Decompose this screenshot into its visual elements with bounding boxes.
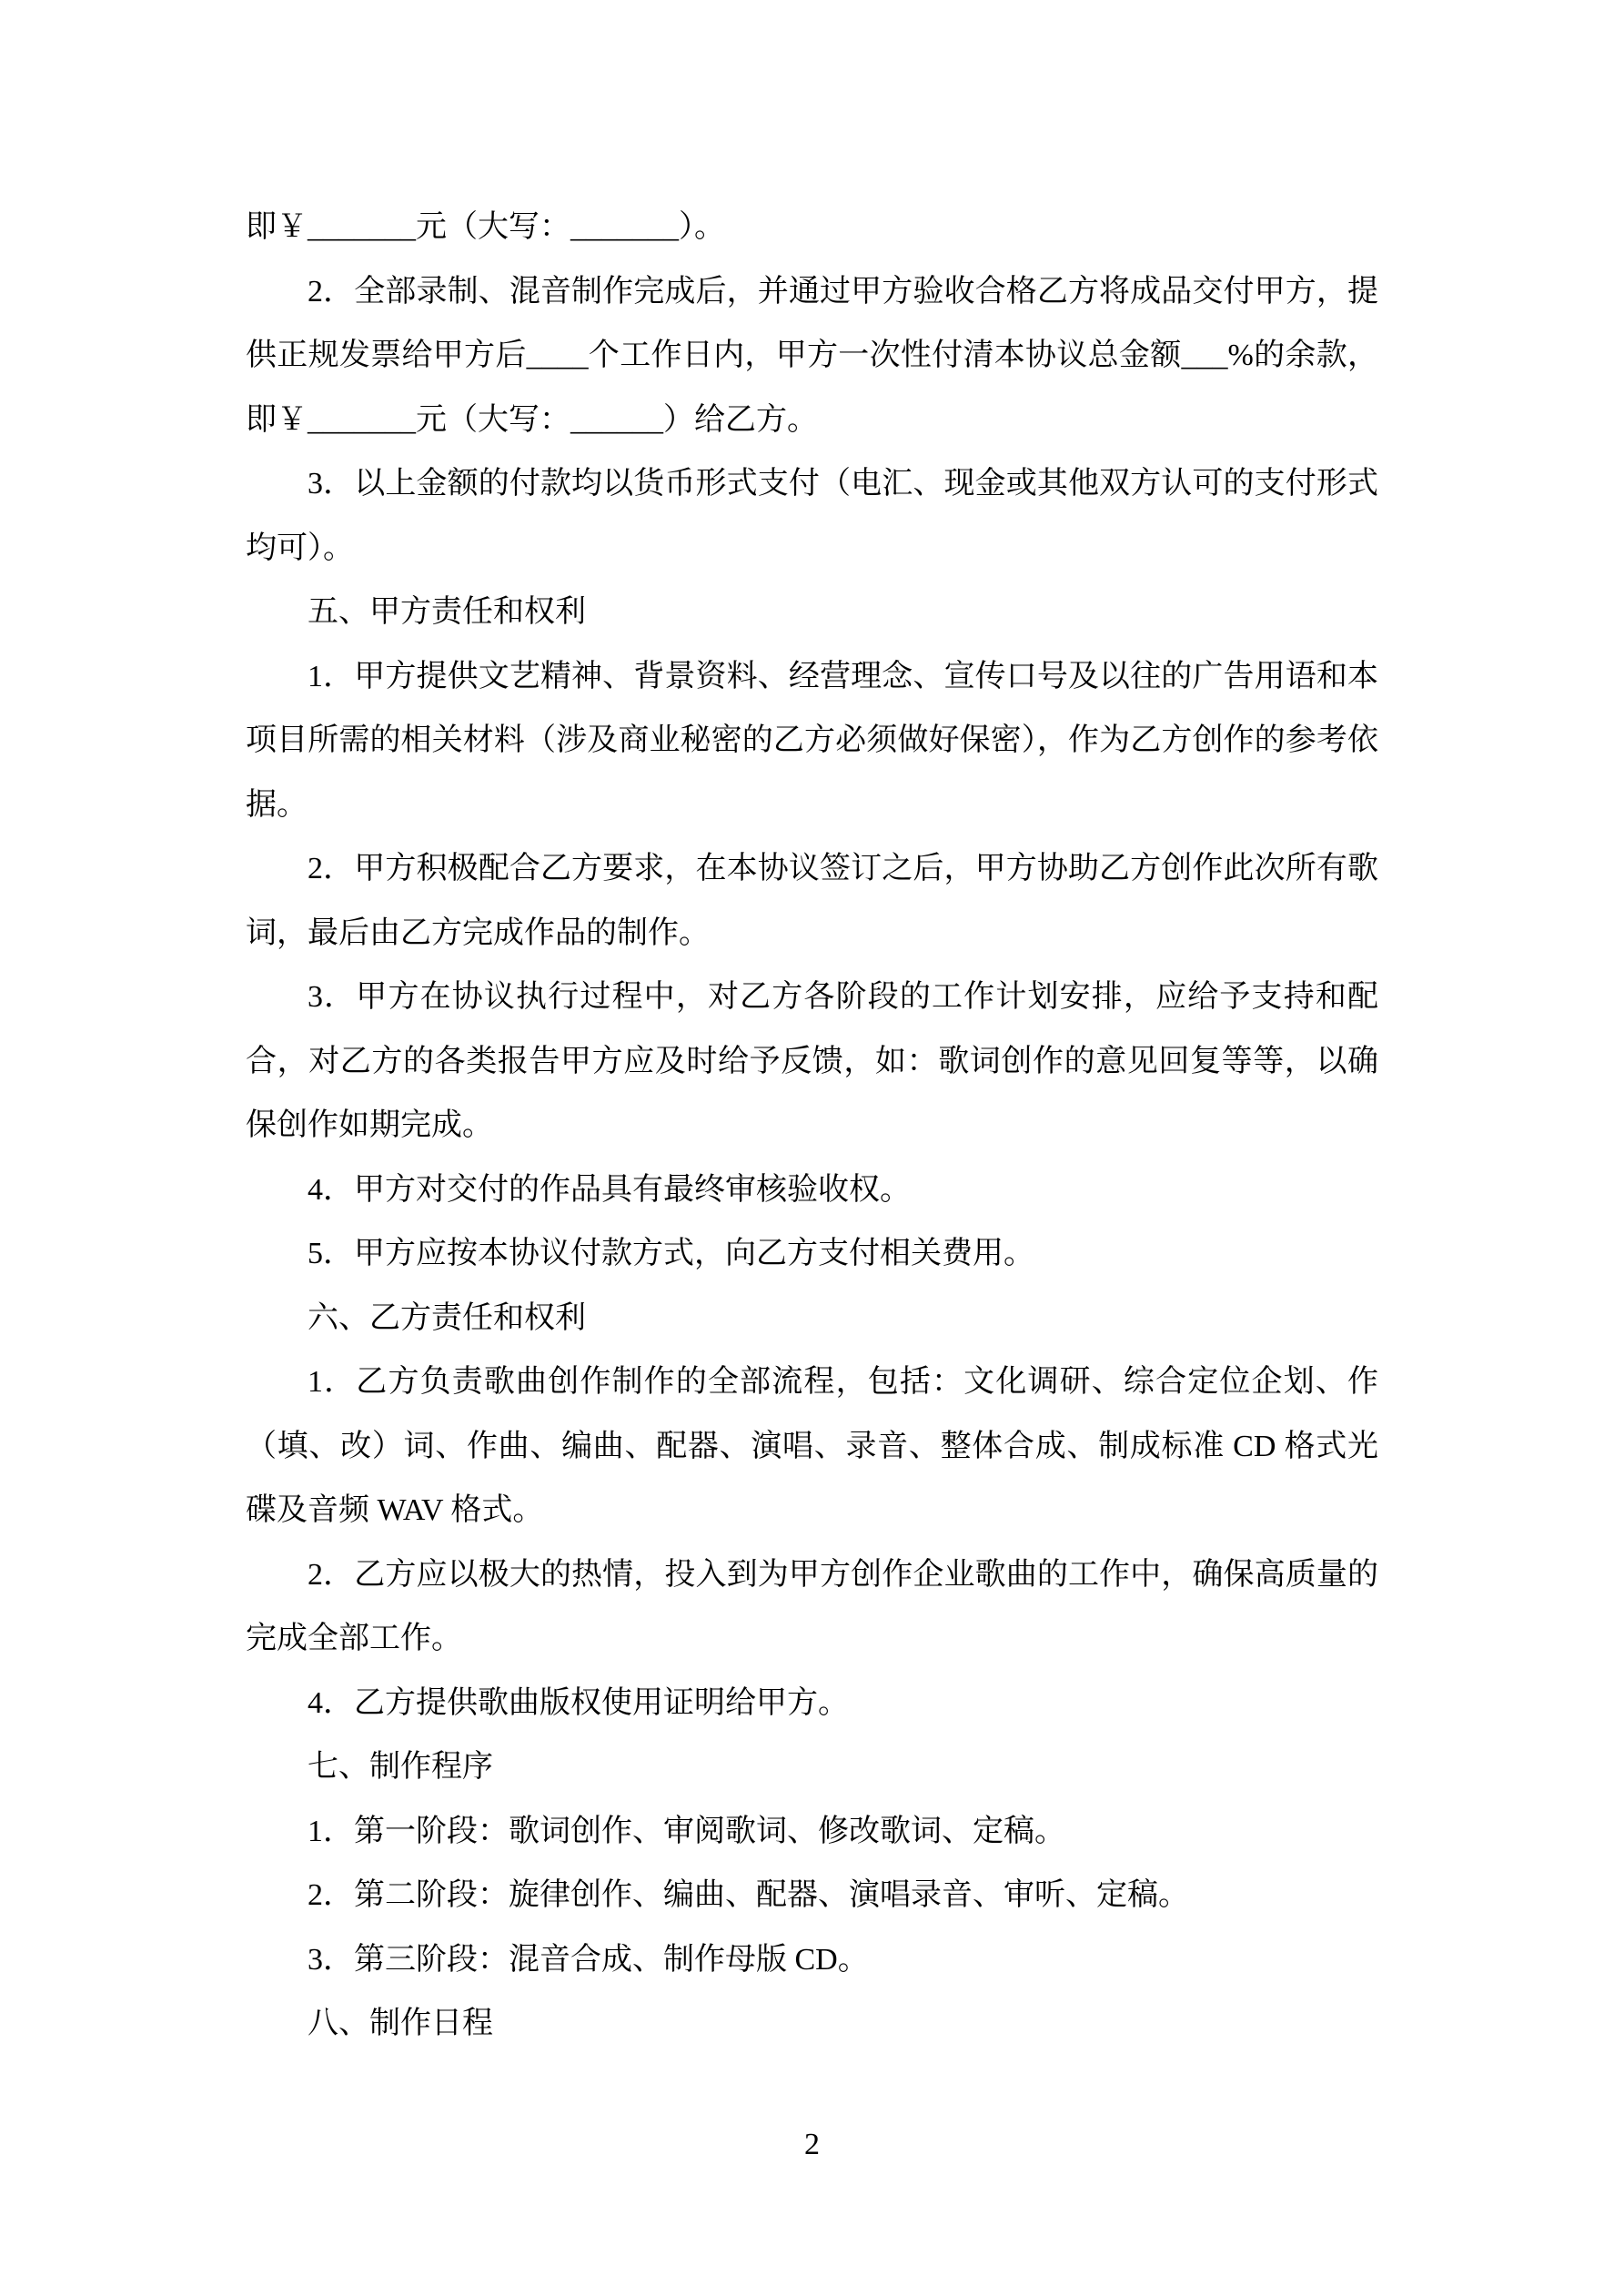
paragraph: 2．乙方应以极大的热情，投入到为甲方创作企业歌曲的工作中，确保高质量的完成全部工作。 <box>246 1557 1378 1655</box>
paragraph: 五、甲方责任和权利 <box>308 595 586 629</box>
paragraph: 1．甲方提供文艺精神、背景资料、经营理念、宣传口号及以往的广告用语和本项目所需的相关材料（涉及商业秘密的乙方必须做好保密），作为乙方创作的参考依据。 <box>246 659 1378 822</box>
paragraph: 4．乙方提供歌曲版权使用证明给甲方。 <box>308 1685 849 1720</box>
paragraph: 即￥_______元（大写：_______）。 <box>246 210 725 244</box>
paragraph: 六、乙方责任和权利 <box>308 1300 586 1335</box>
paragraph: 3．以上金额的付款均以货币形式支付（电汇、现金或其他双方认可的支付形式均可）。 <box>246 467 1378 565</box>
paragraph: 八、制作日程 <box>308 2007 493 2040</box>
paragraph: 1．第一阶段：歌词创作、审阅歌词、修改歌词、定稿。 <box>308 1814 1065 1848</box>
paragraph: 2．第二阶段：旋律创作、编曲、配器、演唱录音、审听、定稿。 <box>308 1878 1189 1912</box>
paragraph: 七、制作程序 <box>308 1750 493 1784</box>
paragraph: 2．全部录制、混音制作完成后，并通过甲方验收合格乙方将成品交付甲方，提供正规发票给甲方后____个工作日内，甲方一次性付清本协议总金额___%的余款，即￥_______元（大写：______）给乙方。 <box>246 274 1378 437</box>
document-body <box>246 196 1378 2057</box>
page-number: 2 <box>804 2128 820 2161</box>
paragraph: 2．甲方积极配合乙方要求，在本协议签订之后，甲方协助乙方创作此次所有歌词，最后由乙方完成作品的制作。 <box>246 852 1378 950</box>
paragraph: 1．乙方负责歌曲创作制作的全部流程，包括：文化调研、综合定位企划、作（填、改）词、作曲、编曲、配器、演唱、录音、整体合成、制成标准 CD 格式光碟及音频 WAV 格式。 <box>246 1365 1378 1527</box>
paragraph: 3．第三阶段：混音合成、制作母版 CD。 <box>308 1942 869 1977</box>
paragraph: 3．甲方在协议执行过程中，对乙方各阶段的工作计划安排，应给予支持和配合，对乙方的各类报告甲方应及时给予反馈，如：歌词创作的意见回复等等，以确保创作如期完成。 <box>246 980 1378 1142</box>
paragraph: 4．甲方对交付的作品具有最终审核验收权。 <box>308 1172 911 1207</box>
paragraph: 5．甲方应按本协议付款方式，向乙方支付相关费用。 <box>308 1237 1034 1270</box>
